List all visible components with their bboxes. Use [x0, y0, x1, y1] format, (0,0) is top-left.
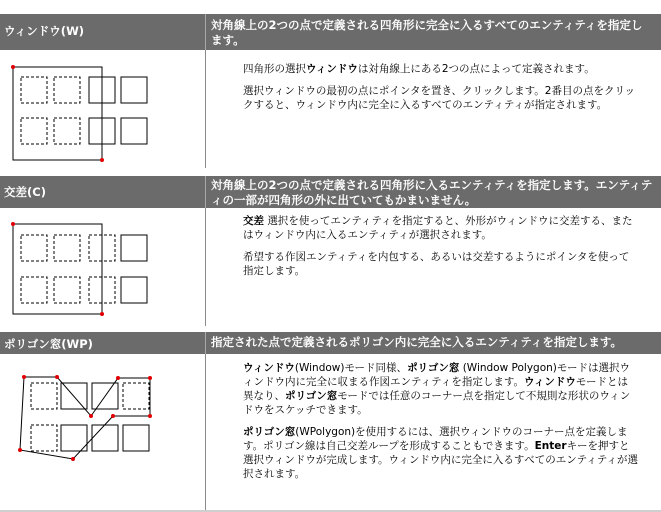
bold-term: ウィンドウ: [306, 63, 358, 75]
section-description-window-polygon: 指定された点で定義されるポリゴン内に完全に入るエンティティを指定します。: [211, 335, 623, 349]
paragraph: [243, 62, 638, 76]
section-title-crossing: 交差(C): [4, 185, 46, 199]
section-description-crossing: 対角線上の2つの点で定義される四角形に入るエンティティを指定します。エンティティの一部が四角形の外に出ていてもかまいません。: [211, 178, 653, 207]
section-title-window: ウィンドウ(W): [4, 24, 85, 38]
paragraph: [243, 250, 638, 278]
section-body-window: [243, 62, 638, 120]
bold-term: ウィンドウ: [523, 376, 576, 388]
bold-term: ウィンドウ: [243, 362, 295, 374]
text-run: キーを押すと選択ウィンドウが完成します。ウィンドウ内に完全に入るすべてのエンティティが選択されます。: [243, 440, 639, 480]
section-header-window-polygon: [0, 332, 661, 354]
text-run: (WPolygon)を使用するには、選択ウィンドウのコーナー点を定義します。ポリゴン線は自己交差ループを形成することもできます。: [243, 426, 628, 452]
window-selection-diagram: [5, 55, 155, 170]
paragraph: [243, 84, 638, 112]
bold-term: ポリゴン窓: [285, 390, 338, 402]
text-run: 希望する作図エンティティを内包する、あるいは交差するようにポインタを使って指定します。: [243, 251, 630, 277]
section-body-window-polygon: [243, 361, 638, 489]
paragraph: [243, 214, 638, 242]
text-run: (Window)モード同様、: [294, 362, 408, 374]
bold-term: ポリゴン窓: [243, 426, 296, 438]
section-description-window: 対角線上の2つの点で定義される四角形に完全に入るすべてのエンティティを指定します。: [211, 18, 643, 47]
crossing-selection-diagram: [5, 212, 155, 322]
text-run: 選択ウィンドウの最初の点にポインタを置き、クリックします。2番目の点をクリックすると、ウィンドウ内に完全に入るすべてのエンティティが指定されます。: [243, 85, 636, 111]
section-title-window-polygon: ポリゴン窓(WP): [4, 337, 93, 351]
section-body-crossing: [243, 214, 638, 286]
bold-term: ポリゴン窓: [407, 362, 460, 374]
text-run: (Window Polygon)モードは選択ウィンドウ内に完全に収まる作図エンティティを指定します。: [243, 362, 630, 388]
text-run: モードとは異なり、: [243, 376, 628, 402]
text-run: 四角形の選択: [243, 63, 306, 75]
bold-term: 交差: [243, 215, 264, 227]
paragraph: [243, 425, 638, 481]
text-run: 選択を使ってエンティティを指定すると、外形がウィンドウに交差する、またはウィンドウ内に入るエンティティが選択されます。: [243, 215, 633, 241]
section-header-window: [0, 14, 661, 50]
paragraph: [243, 361, 638, 417]
section-header-crossing: [0, 176, 661, 208]
text-run: モードでは任意のコーナー点を指定して不規則な形状のウィンドウをスケッチできます。: [243, 390, 631, 416]
bold-term: Enter: [534, 440, 567, 452]
window-polygon-diagram: [5, 370, 165, 470]
text-run: は対角線上にある2つの点によって定義されます。: [357, 63, 595, 75]
